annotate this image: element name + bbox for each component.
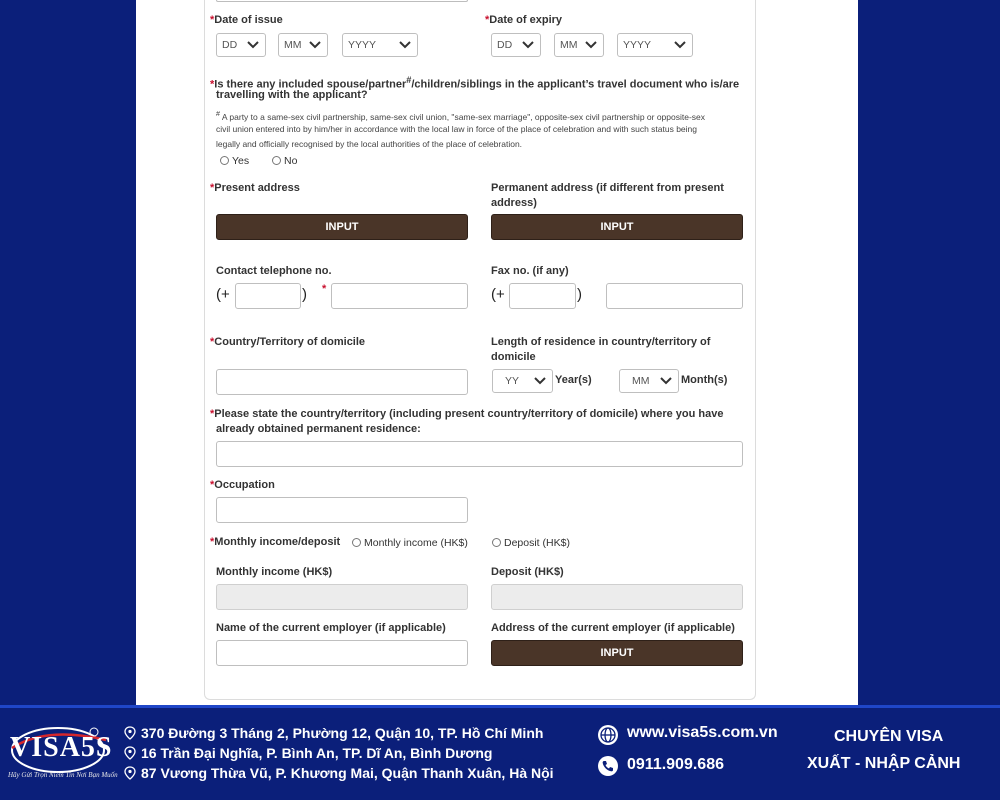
monthly-income-input[interactable] xyxy=(216,584,468,610)
address-3: 87 Vương Thừa Vũ, P. Khương Mai, Quận Thanh Xuân, Hà Nội xyxy=(141,765,554,781)
employer-address-label: Address of the current employer (if applicable) xyxy=(491,622,735,634)
months-label: Month(s) xyxy=(681,374,728,386)
permanent-address-input-button[interactable]: INPUT xyxy=(491,214,743,240)
footnote-line-3: legally and officially recognised by the local authorities of the place of celebration. xyxy=(216,139,523,149)
radio-circle[interactable] xyxy=(272,156,281,165)
monthly-income-field-label: Monthly income (HK$) xyxy=(216,566,333,578)
chevron-down-icon xyxy=(308,39,322,51)
globe-icon xyxy=(597,724,619,746)
location-pin-icon xyxy=(124,726,136,740)
country-domicile-label: *Country/Territory of domicile xyxy=(210,336,366,348)
logo: VISA5S xyxy=(10,732,113,763)
expiry-day-select[interactable]: DD xyxy=(491,33,541,57)
years-label: Year(s) xyxy=(555,374,592,386)
permanent-address-label: Permanent address (if different from present xyxy=(491,182,724,194)
page-content xyxy=(136,0,858,705)
footer-banner xyxy=(0,705,1000,800)
footnote-line-2: civil union entered into by him/her in accordance with the local law in force of the place of celebration and with such status being xyxy=(216,124,697,134)
slogan-line-2: XUẤT - NHẬP CẢNH xyxy=(807,755,961,772)
spouse-question-label: *Is there any included spouse/partner#/children/siblings in the applicant’s travel document who is/are xyxy=(210,75,740,91)
fax-country-code-input[interactable] xyxy=(509,283,576,309)
issue-month-select[interactable]: MM xyxy=(278,33,328,57)
phone-icon xyxy=(597,755,619,777)
address-2: 16 Trần Đại Nghĩa, P. Bình An, TP. Dĩ An, Bình Dương xyxy=(141,745,493,761)
length-residence-label-line2: domicile xyxy=(491,351,536,363)
location-pin-icon xyxy=(124,766,136,780)
phone-number-input[interactable] xyxy=(331,283,468,309)
previous-field-edge xyxy=(216,0,468,2)
address-1: 370 Đường 3 Tháng 2, Phường 12, Quận 10, TP. Hồ Chí Minh xyxy=(141,725,544,741)
radio-circle[interactable] xyxy=(492,538,501,547)
residence-months-select[interactable]: MM xyxy=(619,369,679,393)
chevron-down-icon xyxy=(673,39,687,51)
website-link[interactable]: www.visa5s.com.vn xyxy=(627,724,778,741)
issue-year-select[interactable]: YYYY xyxy=(342,33,418,57)
permanent-residence-label-line2: already obtained permanent residence: xyxy=(216,423,421,435)
country-domicile-input[interactable] xyxy=(216,369,468,395)
employer-name-label: Name of the current employer (if applicable) xyxy=(216,622,446,634)
issue-day-select[interactable]: DD xyxy=(216,33,266,57)
expiry-month-select[interactable]: MM xyxy=(554,33,604,57)
location-pin-icon xyxy=(124,746,136,760)
expiry-year-select[interactable]: YYYY xyxy=(617,33,693,57)
employer-address-input-button[interactable]: INPUT xyxy=(491,640,743,666)
spouse-question-label-line2: travelling with the applicant? xyxy=(216,89,368,101)
phone-country-code-input[interactable] xyxy=(235,283,301,309)
monthly-income-radio[interactable]: Monthly income (HK$) xyxy=(352,537,468,549)
yes-radio[interactable]: Yes xyxy=(220,155,249,167)
permanent-address-label-line2: address) xyxy=(491,197,537,209)
footnote-line-1: # A party to a same-sex civil partnership, same-sex civil union, "same-sex marriage", opposite-sex civil partnership or opposite-sex xyxy=(216,110,706,122)
fax-paren-close: ) xyxy=(577,286,582,303)
radio-circle[interactable] xyxy=(352,538,361,547)
date-of-expiry-label: *Date of expiry xyxy=(485,14,563,26)
chevron-down-icon xyxy=(398,39,412,51)
date-of-issue-label: *Date of issue xyxy=(210,14,283,26)
fax-paren-open: (+ xyxy=(491,286,505,303)
deposit-field-label: Deposit (HK$) xyxy=(491,566,564,578)
permanent-residence-input[interactable] xyxy=(216,441,743,467)
radio-circle[interactable] xyxy=(220,156,229,165)
length-residence-label: Length of residence in country/territory of xyxy=(491,336,711,348)
chevron-down-icon xyxy=(246,39,260,51)
present-address-input-button[interactable]: INPUT xyxy=(216,214,468,240)
contact-phone-label: Contact telephone no. xyxy=(216,265,332,277)
phone-number[interactable]: 0911.909.686 xyxy=(627,756,724,773)
chevron-down-icon xyxy=(659,375,673,387)
residence-years-select[interactable]: YY xyxy=(492,369,553,393)
permanent-residence-label: *Please state the country/territory (including present country/territory of domicile) where you have xyxy=(210,408,724,420)
employer-name-input[interactable] xyxy=(216,640,468,666)
deposit-input[interactable] xyxy=(491,584,743,610)
chevron-down-icon xyxy=(584,39,598,51)
chevron-down-icon xyxy=(521,39,535,51)
phone-paren-close: ) xyxy=(302,286,307,303)
fax-label: Fax no. (if any) xyxy=(491,265,569,277)
phone-paren-open: (+ xyxy=(216,286,230,303)
slogan-line-1: CHUYÊN VISA xyxy=(834,728,944,745)
monthly-income-deposit-label: *Monthly income/deposit xyxy=(210,536,341,548)
deposit-radio[interactable]: Deposit (HK$) xyxy=(492,537,570,549)
logo-tagline: Hãy Gửi Trọn Niềm Tin Nơi Bạn Muốn xyxy=(8,771,118,779)
phone-required-mark: * xyxy=(322,283,327,295)
occupation-label: *Occupation xyxy=(210,479,275,491)
occupation-input[interactable] xyxy=(216,497,468,523)
no-radio[interactable]: No xyxy=(272,155,297,167)
present-address-label: *Present address xyxy=(210,182,300,194)
chevron-down-icon xyxy=(533,375,547,387)
fax-number-input[interactable] xyxy=(606,283,743,309)
